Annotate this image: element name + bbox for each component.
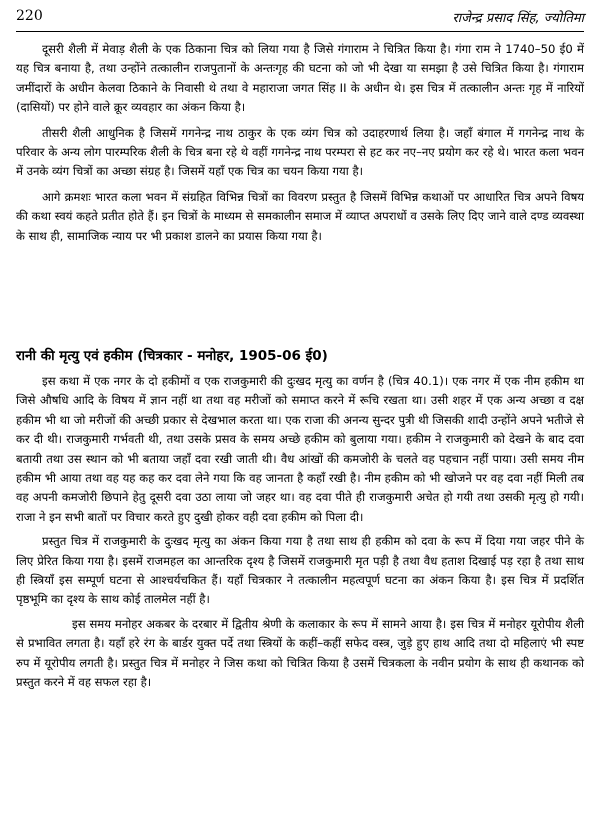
header-rule xyxy=(16,31,584,32)
paragraph: प्रस्तुत चित्र में राजकुमारी के दुःखद मृत्यु का अंकन किया गया है तथा साथ ही हकीम को दवा के रूप में दिया गया जहर पीने के लिए प्रेरित किया गया है। इसमें राजमहल का आन्तरिक दृश्य है जिसमें राजकुमारी मृत पड़ी है तथा वैध हताश दिखाई पड़ रहा है तथा साथ ही स्त्रियाँ इस सम्पूर्ण घटना से आश्चर्यचकित हैं। यहाँ चित्रकार ने तत्कालीन महत्वपूर्ण घटना का अंकन किया है। इस चित्र में प्रदर्शित पृष्ठभूमि का दृश्य के साथ कोई तालमेल नहीं है। xyxy=(16,534,584,607)
paragraph: दूसरी शैली में मेवाड़ शैली के एक ठिकाना चित्र को लिया गया है जिसे गंगाराम ने चित्रित किया है। गंगा राम ने 1740–50 ई0 में यह चित्र बनाया है, तथा उन्होंने तत्कालीन राजपुतानों के अन्तःगृह की घटना को जो भी देखा या समझा है उसे चित्रित किया है। गंगाराम जमींदारों के अधीन केलवा ठिकाने के निवासी थे तथा वे महाराजा जगत सिंह II के अधीन थे। इस चित्र में तत्कालीन अन्तः गृह में नारियों (दासियों) पर होने वाले क्रूर व्यवहार का अंकन किया है। xyxy=(16,42,584,115)
paragraph: इस समय मनोहर अकबर के दरबार में द्वितीय श्रेणी के कलाकार के रूप में सामने आया है। इस चित्र में मनोहर यूरोपीय शैली से प्रभावित लगता है। यहाँ हरे रंग के बार्डर युक्त पर्दे तथा स्त्रियों के कहीं–कहीं सफेद वस्त्र, जुड़े हुए हाथ आदि तथा दो महिलाएं भी स्पष्ट रुप में यूरोपीय लगती है। प्रस्तुत चित्र में मनोहर ने जिस कथा को चित्रित किया है उसमें चित्रकला के नवीन प्रयोग के साथ ही कथानक को प्रस्तुत करने में वह सफल रहा है। xyxy=(16,616,584,690)
paragraph: इस कथा में एक नगर के दो हकीमों व एक राजकुमारी की दुःखद मृत्यु का वर्णन है (चित्र 40.1)। एक नगर में एक नीम हकीम था जिसे औषधि आदि के विषय में ज्ञान नहीं था तथा वह मरीजों को समाप्त करने में रूचि रखता था। उसी शहर में एक अन्य अच्छा व दक्ष हकीम भी था जो मरीजों की अच्छी प्रकार से देखभाल करता था। एक राजा की अनन्य सुन्दर पुत्री थी जिसकी शादी उन्होंने अपने भतीजे से कर दी थी। राजकुमारी गर्भवती थी, तथा उसके प्रसव के समय अच्छे हकीम को बुलाया गया। हकीम ने राजकुमारी को देखने के बाद दवा बतायी तथा उस स्थान को भी बताया जहाँ दवा रखी जाती थी। वैध आंखों की कमजोरी के चलते वह पहचान नहीं पाया। उसी समय नीम हकीम भी आया तथा वह यह कह कर दवा लेने गया कि वह जानता है कहाँ रखी है। नीम हकीम को भी खोजने पर वह दवा नहीं मिली तब वह अपनी कमजोरी छिपाने हेतु दूसरी दवा उठा लाया जो जहर था। वह दवा पीते ही राजकुमारी अचेत हो गयी तथा उसकी मृत्यु हो गयी। राजा ने इन सभी बातों पर विचार करते हुए दुखी होकर वही दवा हकीम को पिला दी। xyxy=(16,374,584,524)
running-title: राजेन्द्र प्रसाद सिंह, ज्योतिमा xyxy=(452,11,584,26)
intro-text xyxy=(16,40,584,252)
section-text xyxy=(16,372,584,698)
page-number: 220 xyxy=(16,8,43,24)
paragraph: तीसरी शैली आधुनिक है जिसमें गगनेन्द्र नाथ ठाकुर के एक व्यंग चित्र को उदाहरणार्थ लिया है। जहाँ बंगाल में गगनेन्द्र नाथ के परिवार के अन्य लोग पारम्परिक शैली के चित्र बना रहे थे वहीं गगनेन्द्र नाथ परम्परा से हट कर नए–नए प्रयोग कर रहे थे। भारत कला भवन में उनके व्यंग चित्रों का अच्छा संग्रह है। जिसमें यहाँ एक चित्र का चयन किया गया है। xyxy=(16,125,584,179)
section-heading: रानी की मृत्यु एवं हकीम (चित्रकार - मनोहर, 1905-06 ई0) xyxy=(16,348,328,364)
paragraph: आगे क्रमशः भारत कला भवन में संग्रहित विभिन्न चित्रों का विवरण प्रस्तुत है जिसमें विभिन्न कथाओं पर आधारित चित्र अपने विषय की कथा स्वयं कहते प्रतीत होते हैं। इन चित्रों के माध्यम से समकालीन समाज में व्याप्त अपराधों व उसके लिए दिए जाने वाले दण्ड व्यवस्था के साथ ही, सामाजिक न्याय पर भी प्रकाश डालने का प्रयास किया गया है। xyxy=(16,189,584,243)
page-header xyxy=(16,8,584,28)
